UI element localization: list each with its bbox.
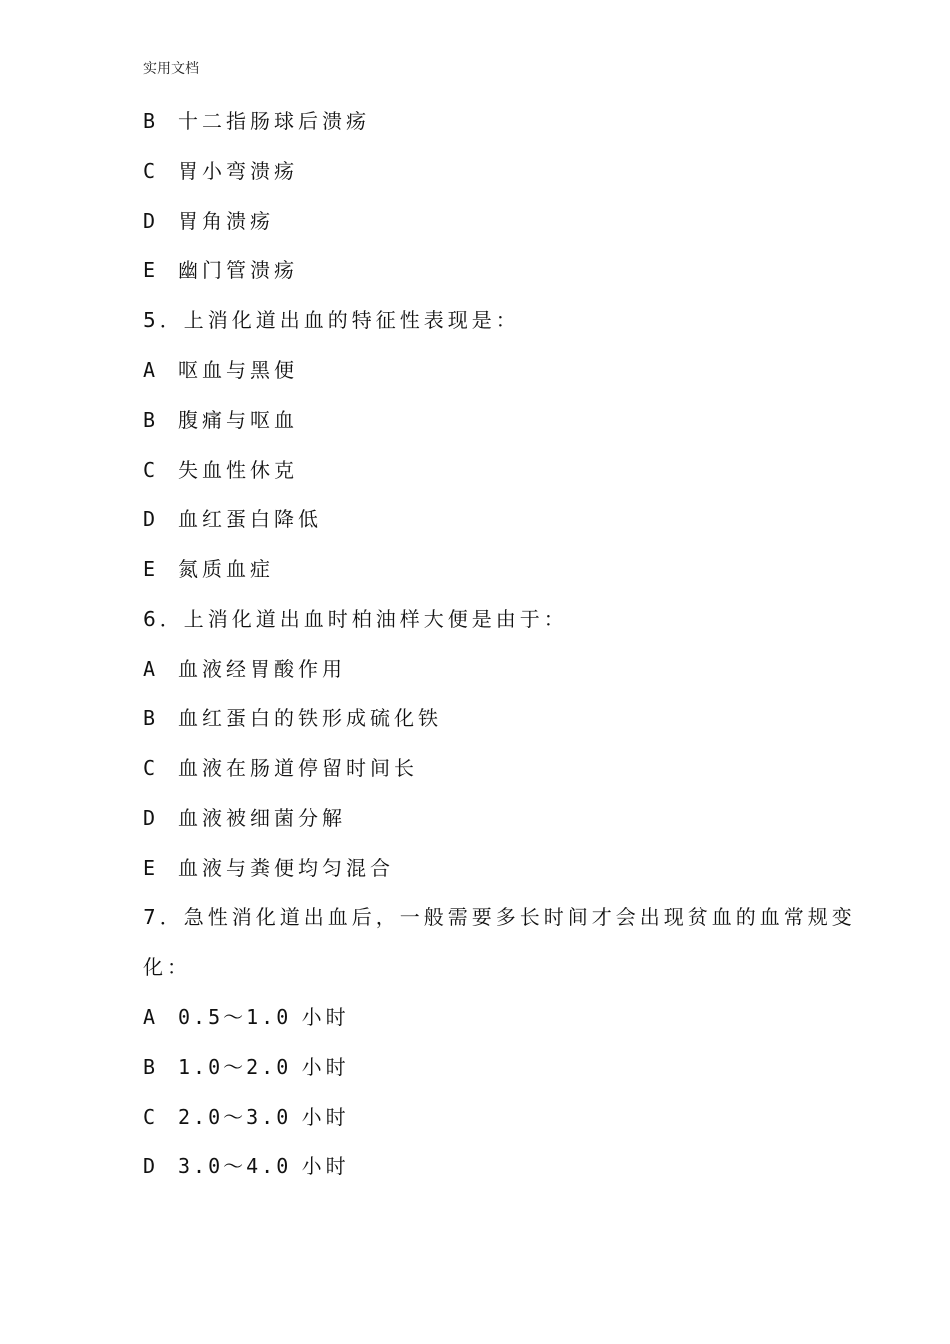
option-letter: C <box>143 159 156 183</box>
option-row <box>143 1005 350 1029</box>
option-range: 0.5～1.0 <box>178 1005 292 1029</box>
page-header: 实用文档 <box>143 61 199 77</box>
option-row <box>143 1055 350 1079</box>
option-row <box>143 408 298 432</box>
option-text: 氮质血症 <box>178 557 274 581</box>
option-letter: C <box>143 1105 156 1129</box>
option-row <box>143 856 394 880</box>
option-text: 血液在肠道停留时间长 <box>178 756 418 780</box>
option-text: 呕血与黑便 <box>178 358 298 382</box>
question-stem-continued: 化： <box>143 955 191 979</box>
option-text: 血液被细菌分解 <box>178 806 346 830</box>
option-row <box>143 258 298 282</box>
option-text: 幽门管溃疡 <box>178 258 298 282</box>
option-text: 十二指肠球后溃疡 <box>178 109 370 133</box>
option-row <box>143 1154 350 1178</box>
option-letter: C <box>143 756 156 780</box>
option-text: 胃小弯溃疡 <box>178 159 298 183</box>
option-row <box>143 159 298 183</box>
option-letter: B <box>143 1055 156 1079</box>
option-row <box>143 756 418 780</box>
option-letter: D <box>143 806 156 830</box>
option-letter: A <box>143 657 156 681</box>
option-text: 血红蛋白降低 <box>178 507 322 531</box>
option-row <box>143 557 274 581</box>
option-row <box>143 657 346 681</box>
option-unit: 小时 <box>301 1154 350 1178</box>
option-text: 胃角溃疡 <box>178 209 274 233</box>
option-letter: A <box>143 1005 156 1029</box>
option-letter: D <box>143 1154 156 1178</box>
option-row <box>143 1105 350 1129</box>
option-letter: B <box>143 109 156 133</box>
option-unit: 小时 <box>301 1105 350 1129</box>
option-range: 3.0～4.0 <box>178 1154 292 1178</box>
option-row <box>143 806 346 830</box>
option-text: 血红蛋白的铁形成硫化铁 <box>178 706 442 730</box>
option-letter: E <box>143 258 156 282</box>
option-letter: D <box>143 507 156 531</box>
option-row <box>143 458 298 482</box>
option-letter: B <box>143 706 156 730</box>
question-stem: 7．急性消化道出血后，一般需要多长时间才会出现贫血的血常规变 <box>143 905 856 929</box>
option-row <box>143 209 274 233</box>
option-row <box>143 358 298 382</box>
question-stem: 5．上消化道出血的特征性表现是： <box>143 308 520 332</box>
option-row <box>143 507 322 531</box>
option-letter: A <box>143 358 156 382</box>
option-letter: C <box>143 458 156 482</box>
option-text: 失血性休克 <box>178 458 298 482</box>
option-range: 2.0～3.0 <box>178 1105 292 1129</box>
option-letter: D <box>143 209 156 233</box>
option-text: 血液经胃酸作用 <box>178 657 346 681</box>
option-unit: 小时 <box>301 1005 350 1029</box>
question-stem: 6．上消化道出血时柏油样大便是由于： <box>143 607 568 631</box>
option-letter: E <box>143 557 156 581</box>
option-letter: E <box>143 856 156 880</box>
option-letter: B <box>143 408 156 432</box>
option-text: 血液与粪便均匀混合 <box>178 856 394 880</box>
option-range: 1.0～2.0 <box>178 1055 292 1079</box>
option-row <box>143 706 442 730</box>
option-row <box>143 109 370 133</box>
option-text: 腹痛与呕血 <box>178 408 298 432</box>
option-unit: 小时 <box>301 1055 350 1079</box>
